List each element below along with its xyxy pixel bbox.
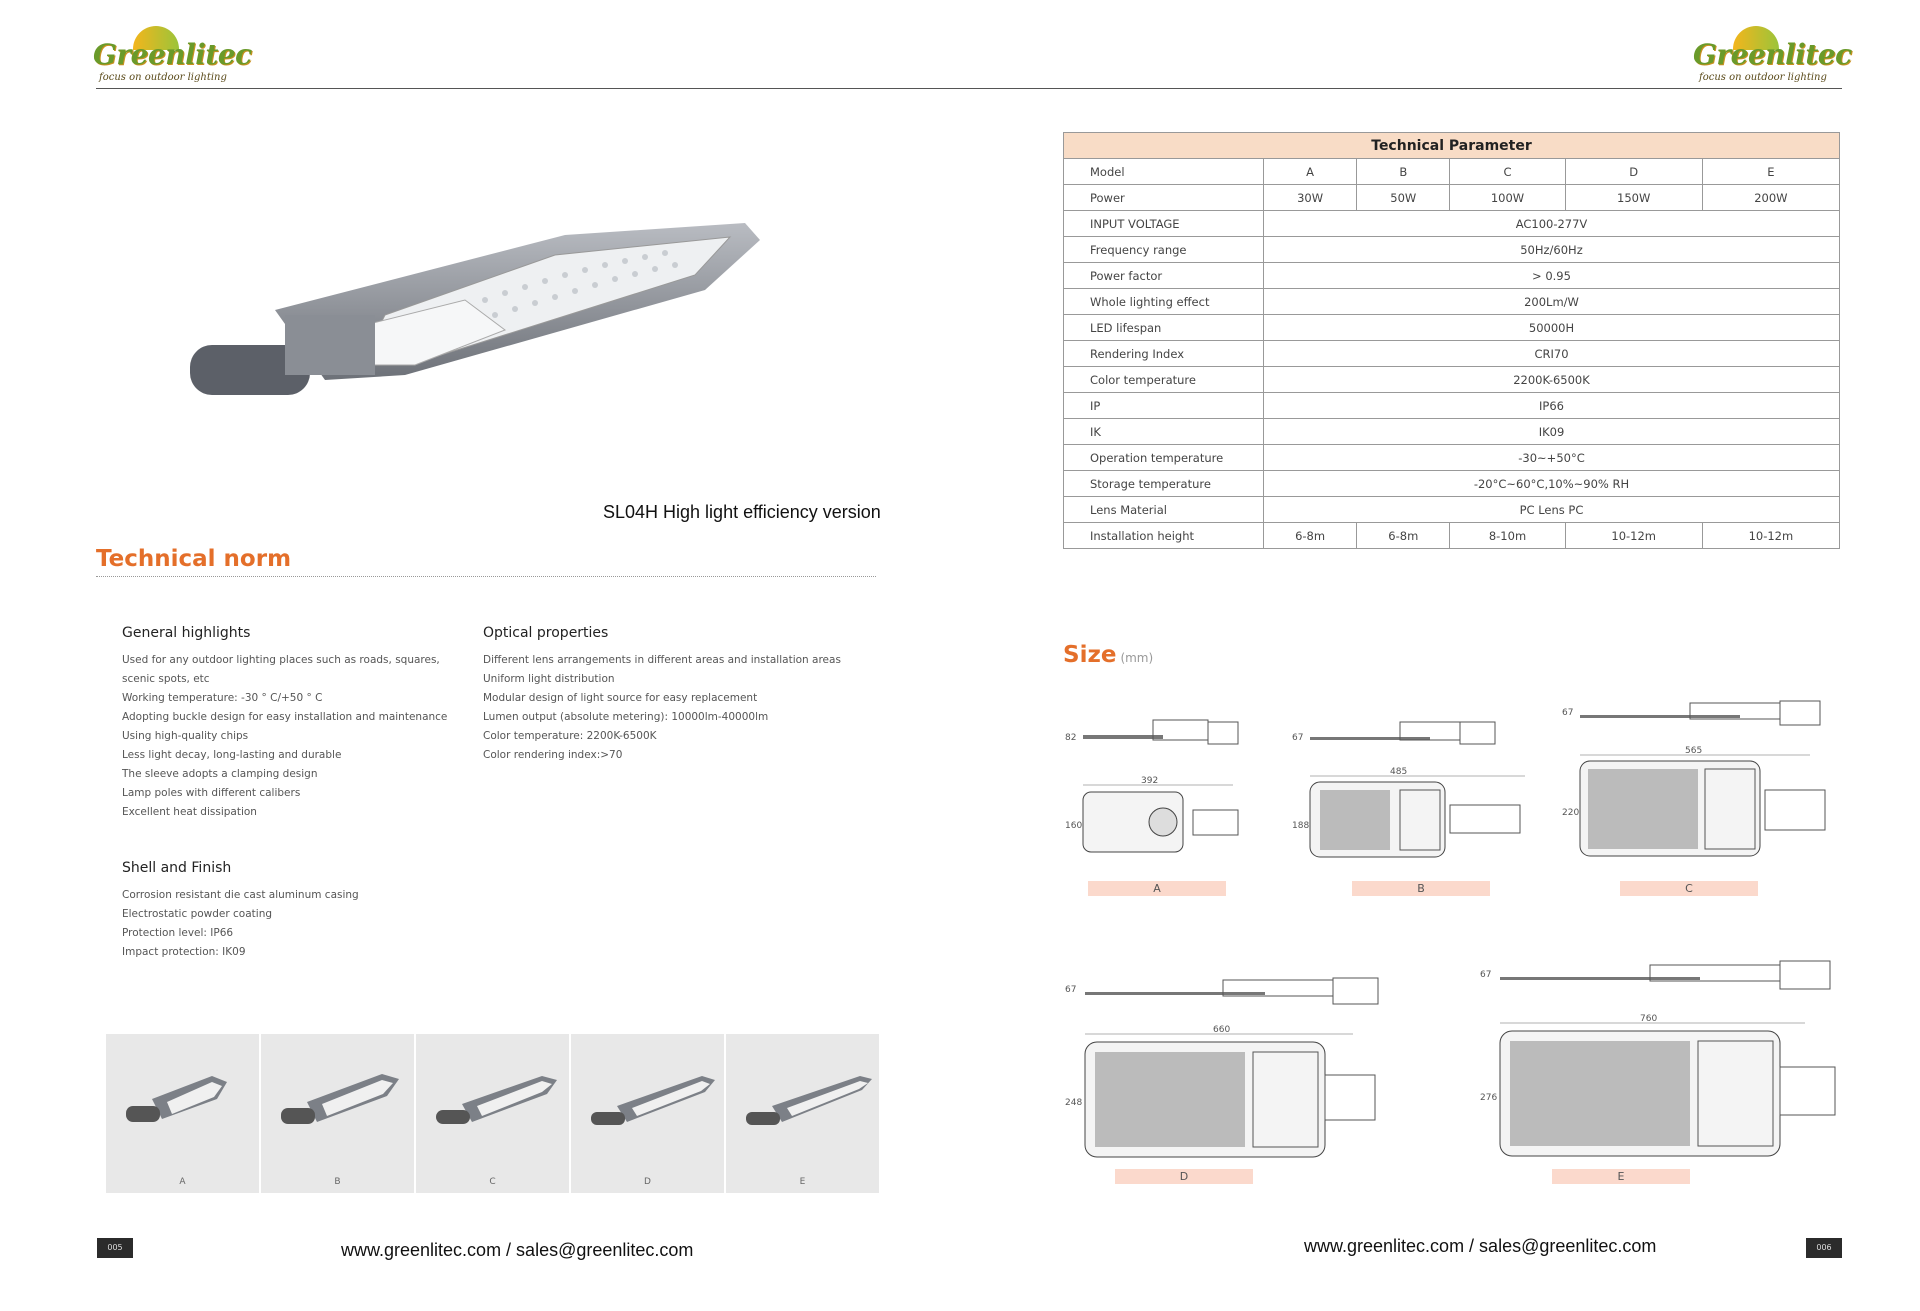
table-cell: 6-8m (1264, 523, 1357, 549)
table-cell: B (1357, 159, 1450, 185)
diagram-label: C (1620, 881, 1758, 896)
block-heading: Optical properties (483, 625, 609, 641)
table-cell: 10-12m (1565, 523, 1702, 549)
optical-properties (483, 625, 863, 765)
row-label: Installation height (1064, 523, 1264, 549)
table-row (1064, 523, 1840, 549)
dimension-diagram-c (1560, 695, 1840, 865)
streetlight-product-image (185, 215, 765, 415)
table-row (1064, 341, 1840, 367)
table-cell: CRI70 (1264, 341, 1840, 367)
list-item: Using high-quality chips (122, 730, 249, 742)
size-heading: Size (1063, 642, 1117, 668)
table-cell: 200W (1702, 185, 1839, 211)
table-row (1064, 185, 1840, 211)
row-label: Operation temperature (1064, 445, 1264, 471)
row-label: Lens Material (1064, 497, 1264, 523)
general-highlights (122, 625, 462, 822)
brand-name: Greenlitec (1693, 38, 1852, 71)
table-cell: > 0.95 (1264, 263, 1840, 289)
row-label: Model (1064, 159, 1264, 185)
table-row (1064, 211, 1840, 237)
size-title (1063, 642, 1153, 668)
row-label: IK (1064, 419, 1264, 445)
thumbnail-label: A (179, 1177, 186, 1187)
list-item: Used for any outdoor lighting places such as roads, squares, (122, 654, 440, 666)
row-label: Storage temperature (1064, 471, 1264, 497)
table-cell: 8-10m (1450, 523, 1565, 549)
list-item: Electrostatic powder coating (122, 908, 273, 920)
table-cell: -20°C~60°C,10%~90% RH (1264, 471, 1840, 497)
table-cell: 30W (1264, 185, 1357, 211)
table-row (1064, 159, 1840, 185)
row-label: Power (1064, 185, 1264, 211)
thumbnail-label: B (334, 1177, 341, 1187)
model-thumbnails (106, 1034, 879, 1193)
height-dim: 67 (1292, 733, 1304, 743)
table-cell: 50000H (1264, 315, 1840, 341)
table-cell: C (1450, 159, 1565, 185)
page-number: 005 (97, 1238, 133, 1258)
streetlight-icon (122, 1064, 242, 1134)
height-dim: 67 (1562, 708, 1574, 718)
table-row (1064, 393, 1840, 419)
table-row (1064, 445, 1840, 471)
width-dim: 565 (1685, 746, 1703, 756)
diagram-label: D (1115, 1169, 1253, 1184)
table-cell: 2200K-6500K (1264, 367, 1840, 393)
diagram-label: E (1552, 1169, 1690, 1184)
thumbnail-a (106, 1034, 259, 1193)
streetlight-icon (587, 1064, 717, 1134)
width-dim: 660 (1213, 1025, 1231, 1035)
list-item: Working temperature: -30 ° C/+50 ° C (122, 692, 323, 704)
diagram-label: B (1352, 881, 1490, 896)
list-item: Modular design of light source for easy replacement (483, 692, 758, 704)
table-cell: IP66 (1264, 393, 1840, 419)
brand-logo (1693, 26, 1852, 86)
shell-and-finish (122, 860, 462, 962)
thumbnail-label: C (489, 1177, 496, 1187)
list-item: The sleeve adopts a clamping design (122, 768, 318, 780)
block-heading: General highlights (122, 625, 251, 641)
footer-contact: www.greenlitec.com / sales@greenlitec.com (341, 1240, 694, 1260)
table-cell: AC100-277V (1264, 211, 1840, 237)
depth-dim: 276 (1480, 1093, 1498, 1103)
row-label: Rendering Index (1064, 341, 1264, 367)
streetlight-icon (432, 1064, 562, 1134)
list-item: Corrosion resistant die cast aluminum casing (122, 889, 359, 901)
table-cell: D (1565, 159, 1702, 185)
height-dim: 67 (1480, 970, 1492, 980)
table-cell: A (1264, 159, 1357, 185)
table-cell: PC Lens PC (1264, 497, 1840, 523)
brand-tagline: focus on outdoor lighting (99, 72, 227, 83)
section-title: Technical norm (96, 546, 292, 572)
depth-dim: 248 (1065, 1098, 1083, 1108)
table-cell: 50W (1357, 185, 1450, 211)
table-cell: IK09 (1264, 419, 1840, 445)
table-row (1064, 237, 1840, 263)
table-cell: 10-12m (1702, 523, 1839, 549)
table-row (1064, 419, 1840, 445)
list-item: Adopting buckle design for easy installation and maintenance (122, 711, 448, 723)
list-item: Uniform light distribution (483, 673, 615, 685)
list-item: Lamp poles with different calibers (122, 787, 301, 799)
thumbnail-b (261, 1034, 414, 1193)
page-number: 006 (1806, 1238, 1842, 1258)
table-cell: 6-8m (1357, 523, 1450, 549)
streetlight-icon (742, 1064, 872, 1134)
width-dim: 392 (1141, 776, 1159, 786)
width-dim: 485 (1390, 767, 1408, 777)
row-label: Color temperature (1064, 367, 1264, 393)
thumbnail-label: D (644, 1177, 651, 1187)
thumbnail-e (726, 1034, 879, 1193)
brand-tagline: focus on outdoor lighting (1699, 72, 1827, 83)
thumbnail-label: E (799, 1177, 806, 1187)
row-label: LED lifespan (1064, 315, 1264, 341)
footer-contact: www.greenlitec.com / sales@greenlitec.com (1304, 1236, 1657, 1256)
depth-dim: 220 (1562, 808, 1580, 818)
list-item: Impact protection: IK09 (122, 946, 246, 958)
row-label: IP (1064, 393, 1264, 419)
table-row (1064, 367, 1840, 393)
table-cell: -30~+50°C (1264, 445, 1840, 471)
dimension-diagram-a (1063, 710, 1258, 860)
section-divider (96, 576, 876, 577)
thumbnail-d (571, 1034, 724, 1193)
table-cell: E (1702, 159, 1839, 185)
product-caption: SL04H High light efficiency version (603, 502, 881, 522)
row-label: Frequency range (1064, 237, 1264, 263)
width-dim: 760 (1640, 1014, 1658, 1024)
thumbnail-c (416, 1034, 569, 1193)
table-cell: 100W (1450, 185, 1565, 211)
dimension-diagram-e (1470, 955, 1840, 1165)
table-row (1064, 471, 1840, 497)
depth-dim: 188 (1292, 821, 1310, 831)
size-unit: (mm) (1120, 651, 1154, 665)
list-item: Color temperature: 2200K-6500K (483, 730, 657, 742)
height-dim: 82 (1065, 733, 1077, 743)
row-label: Power factor (1064, 263, 1264, 289)
row-label: Whole lighting effect (1064, 289, 1264, 315)
dimension-diagram-b (1290, 710, 1530, 860)
brand-logo (93, 26, 252, 86)
table-cell: 50Hz/60Hz (1264, 237, 1840, 263)
list-item: Less light decay, long-lasting and durable (122, 749, 342, 761)
height-dim: 67 (1065, 985, 1077, 995)
depth-dim: 160 (1065, 821, 1083, 831)
row-label: INPUT VOLTAGE (1064, 211, 1264, 237)
list-item: Color rendering index:>70 (483, 749, 623, 761)
streetlight-icon (277, 1064, 407, 1134)
list-item: Protection level: IP66 (122, 927, 234, 939)
diagram-label: A (1088, 881, 1226, 896)
block-heading: Shell and Finish (122, 860, 232, 876)
list-item: Lumen output (absolute metering): 10000lm-40000lm (483, 711, 769, 723)
table-cell: 150W (1565, 185, 1702, 211)
table-row (1064, 289, 1840, 315)
table-row (1064, 497, 1840, 523)
list-item: Different lens arrangements in different areas and installation areas (483, 654, 841, 666)
table-row (1064, 315, 1840, 341)
header-divider (96, 88, 1842, 89)
list-item: scenic spots, etc (122, 673, 210, 685)
table-cell: 200Lm/W (1264, 289, 1840, 315)
table-row (1064, 263, 1840, 289)
table-title: Technical Parameter (1064, 133, 1840, 159)
list-item: Excellent heat dissipation (122, 806, 257, 818)
dimension-diagram-d (1063, 970, 1388, 1170)
brand-name: Greenlitec (93, 38, 252, 71)
technical-parameter-table (1063, 132, 1840, 549)
